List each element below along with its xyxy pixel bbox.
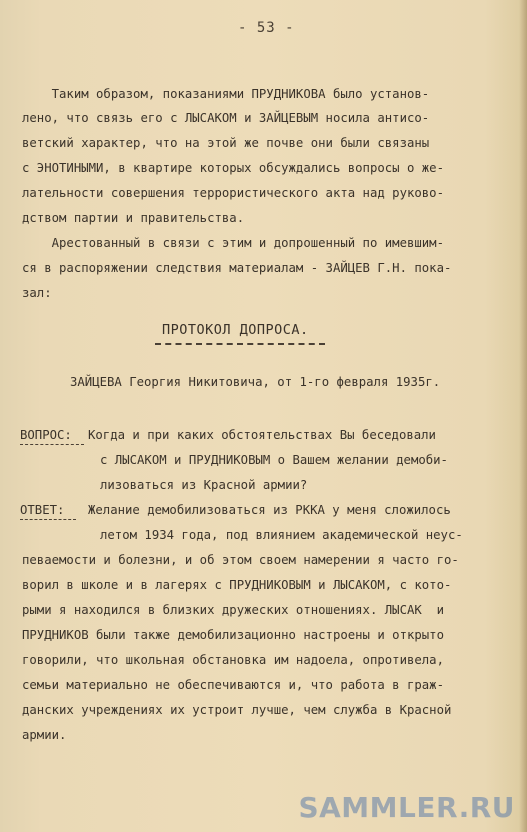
answer-line: летом 1934 года, под влиянием академической неус- <box>100 528 463 542</box>
question-line: с ЛЫСАКОМ и ПРУДНИКОВЫМ о Вашем желании демоби- <box>100 453 448 467</box>
question-label: ВОПРОС: <box>20 428 72 442</box>
paragraph1-line: лено, что связь его с ЛЫСАКОМ и ЗАЙЦЕВЫМ носила антисо- <box>22 111 430 125</box>
paragraph1-line: Таким образом, показаниями ПРУДНИКОВА было установ- <box>22 87 430 101</box>
page-edge-shadow <box>519 0 527 832</box>
answer-line: армии. <box>22 728 67 742</box>
paragraph2-line: ся в распоряжении следствия материалам - ЗАЙЦЕВ Г.Н. пока- <box>22 261 452 275</box>
answer-label-underline <box>20 519 76 520</box>
question-line: Когда и при каких обстоятельствах Вы беседовали <box>88 428 436 442</box>
question-line: лизоваться из Красной армии? <box>100 478 308 492</box>
watermark: SAMMLER.RU <box>298 791 515 824</box>
protocol-subject: ЗАЙЦЕВА Георгия Никитовича, от 1-го февраля 1935г. <box>70 375 441 389</box>
answer-line: ворил в школе и в лагерях с ПРУДНИКОВЫМ и ЛЫСАКОМ, с кото- <box>22 578 452 592</box>
paragraph1-line: ветский характер, что на этой же почве они были связаны <box>22 136 430 150</box>
paragraph1-line: дством партии и правительства. <box>22 211 245 225</box>
title-underline <box>155 343 325 345</box>
question-label-underline <box>20 444 84 445</box>
answer-line: рыми я находился в близких дружеских отношениях. ЛЫСАК и <box>22 603 444 617</box>
answer-label: ОТВЕТ: <box>20 503 65 517</box>
answer-line: певаемости и болезни, и об этом своем намерении я часто го- <box>22 553 459 567</box>
paragraph1-line: с ЭНОТИНЫМИ, в квартире которых обсуждались вопросы о же- <box>22 161 444 175</box>
answer-line: семьи материально не обеспечиваются и, что работа в граж- <box>22 678 444 692</box>
answer-line: говорили, что школьная обстановка им надоела, опротивела, <box>22 653 444 667</box>
paragraph2-line: зал: <box>22 286 52 300</box>
paragraph1-line: лательности совершения террористического акта над руково- <box>22 186 444 200</box>
protocol-title: ПРОТОКОЛ ДОПРОСА. <box>162 322 309 338</box>
answer-line: данских учреждениях их устроит лучше, чем служба в Красной <box>22 703 452 717</box>
answer-line: Желание демобилизоваться из РККА у меня сложилось <box>88 503 451 517</box>
paragraph2-line: Арестованный в связи с этим и допрошенный по имевшим- <box>22 236 444 250</box>
page-number: - 53 - <box>238 20 295 36</box>
answer-line: ПРУДНИКОВ были также демобилизационно настроены и открыто <box>22 628 444 642</box>
